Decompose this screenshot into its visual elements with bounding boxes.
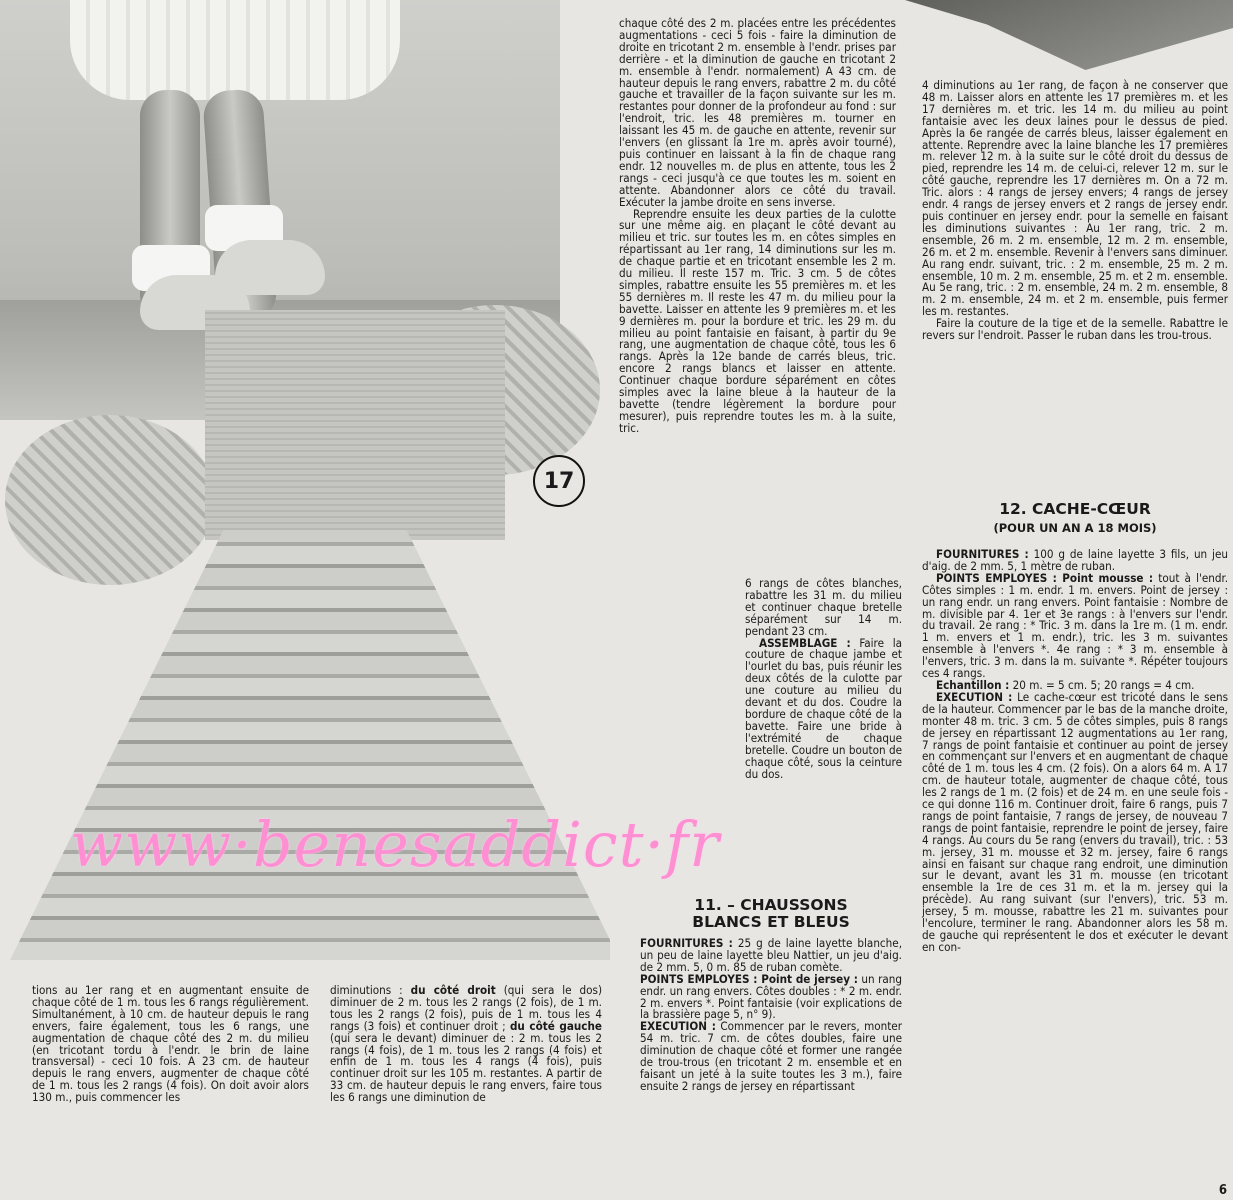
- text-column-bottom-middle: [330, 985, 602, 1104]
- assemblage-text: Faire la couture de chaque jambe et l'ourlet du bas, puis réunir les deux côtés de la culotte par une couture au milieu du devant et du dos. Coudre la bordure de chaque côté de la bavette. Faire une bride à l'extrémité de chaque bretelle. Coudre un bouton de chaque côté, sous la ceinture du dos.: [745, 635, 902, 781]
- fournitures-label: FOURNITURES :: [640, 936, 733, 950]
- section-11-title-line1: 11. – CHAUSSONS: [694, 896, 848, 914]
- text-column-middle-narrow: [745, 578, 902, 780]
- dress-bodice: [205, 310, 505, 540]
- fournitures-text: 100 g de laine layette 3 fils, un jeu d'aig. de 2 mm. 5, 1 mètre de ruban.: [922, 547, 1228, 573]
- watermark: www·benesaddict·fr: [70, 808, 720, 881]
- section-11-title-line2: BLANCS ET BLEUS: [692, 913, 850, 931]
- left-sleeve: [5, 415, 215, 585]
- paragraph: [745, 635, 902, 781]
- execution-label: EXECUTION :: [936, 689, 1013, 704]
- points-label: POINTS EMPLOYES : Point de jersey :: [640, 971, 858, 986]
- paragraph: [640, 1021, 902, 1092]
- fournitures-label: FOURNITURES :: [936, 547, 1029, 561]
- assemblage-label: ASSEMBLAGE :: [759, 635, 851, 650]
- section-12-body: [922, 549, 1228, 954]
- paragraph: Faire la couture de la tige et de la semelle. Rabattre le revers sur l'endroit. Passer le ruban dans les trou-trous.: [922, 316, 1228, 343]
- paragraph: [922, 689, 1229, 954]
- text-column-right: [922, 80, 1228, 342]
- photo-corner-fragment: [905, 0, 1233, 70]
- text-run: (qui sera le devant) diminuer de : 2 m. tous les 2 rangs (4 fois), de 1 m. tous les 2 rangs (4 fois) et enfin de 1 m. tous les 4 rangs (4 fois), puis continuer droit sur les 105 m. restantes. A partir de 33 cm. de hauteur depuis le rang envers, faire tous les 6 rangs une diminution de: [330, 1030, 602, 1105]
- paragraph: [330, 985, 602, 1104]
- points-text: un rang endr. un rang envers. Côtes doubles : * 2 m. endr. 2 m. envers *. Point fantaisie (voir explications de la brassière page 5, n° 9).: [640, 971, 902, 1022]
- echantillon-label: Echantillon :: [936, 677, 1010, 692]
- text-run-bold: du côté droit: [410, 983, 496, 997]
- text-run-bold: du côté gauche: [509, 1018, 602, 1033]
- execution-text: Le cache-cœur est tricoté dans le sens de la hauteur. Commencer par le bas de la manche droite, monter 48 m. tric. 3 cm. 5 de côtes simples, puis 8 rangs de jersey en répartissant 12 augmentations au 1er rang, 7 rangs de point fantaisie et continuer au point de jersey en commençant sur l'envers et en augmentant de chaque côté de 1 m. tous les 4 cm. (2 fois). On a alors 64 m. A 17 cm. de hauteur totale, augmenter de chaque côté, tous les 2 rangs de 1 m. (2 fois) et de 24 m. en une seule fois - ce qui donne 116 m. Continuer droit, faire 6 rangs, puis 7 rangs de point fantaisie, 7 rangs de jersey, de nouveau 7 rangs de point fantaisie, reprendre le point de jersey, faire 4 rangs. Au cours du 5e rang (envers du travail), tric. : 53 m. jersey, 31 m. mousse et 32 m. jersey, faire 6 rangs ainsi en faisant sur chaque rang endroit, une diminution sur le devant, avant les 31 m. mousse (en tricotant ensemble la 1re de ces 31 m. et la m. jersey qui la précède). Au rang suivant (sur l'envers), tric. 53 m. jersey, 5 m. mousse, rabattre les 21 m. suivantes pour l'encolure, terminer le rang. Abandonner alors les 58 m. de gauche qui représentent le dos et exécuter le devant en con-: [922, 689, 1229, 954]
- paragraph: chaque côté des 2 m. placées entre les précédentes augmentations - ceci 5 fois - faire la diminution de droite en tricotant 2 m. ensemble à l'endr. prises par derrière - et la diminution de gauche en tricotant 2 m. ensemble à l'endr. normalement) A 43 cm. de hauteur depuis le rang envers, rabattre 2 m. du côté gauche et travailler de la façon suivante sur les m. restantes pour donner de la profondeur au fond : sur l'endroit, tric. les 48 premières m. tourner en laissant les 45 m. de gauche en attente, revenir sur l'envers (en glissant la 1re m. après avoir tourné), puis continuer en laissant à la fin de chaque rang endr. 12 nouvelles m. de plus en attente, tous les 2 rangs - ceci jusqu'à ce que toutes les m. soient en attente. Abandonner alors ce côté du travail. Exécuter la jambe droite en sens inverse.: [619, 16, 896, 209]
- points-label: POINTS EMPLOYES : Point mousse :: [936, 570, 1154, 585]
- dress-skirt: [10, 530, 610, 960]
- points-text: tout à l'endr. Côtes simples : 1 m. endr. 1 m. envers. Point de jersey : un rang endr. un rang envers. Point fantaisie : Nombre de m. divisible par 4. 1er et 3e rangs : à l'envers sur l'endr. du travail. 2e rang : * Tric. 3 m. dans la 1re m. (1 m. endr. 1 m. envers et 1 m. endr.), tric. les 3 m. suivantes ensemble à l'envers *. 4e rang : * 3 m. ensemble à l'envers, tric. 3 m. dans la m. suivante *. Répéter toujours ces 4 rangs.: [922, 570, 1229, 681]
- page-number: 6: [1218, 1183, 1227, 1198]
- execution-text: Commencer par le revers, monter 54 m. tric. 7 cm. de côtes doubles, faire une diminution de chaque côté et former une rangée de trou-trous (en tricotant 2 m. ensemble et en faisant un jeté à la suite toutes les 3 m.), faire ensuite 2 rangs de jersey en répartissant: [640, 1019, 903, 1093]
- paragraph: [640, 938, 902, 974]
- paragraph: Reprendre ensuite les deux parties de la culotte sur une même aig. en plaçant le côté devant au milieu et tric. sur toutes les m. en côtes simples en répartissant au 1er rang, 14 diminutions sur les m. de chaque partie et en tricotant ensemble les 2 m. du milieu. Il reste 157 m. Tric. 3 cm. 5 de côtes simples, rabattre ensuite les 55 premières m. et les 55 dernières m. Il reste les 47 m. du milieu pour la bavette. Laisser en attente les 9 premières m. et les 9 dernières m. pour la bordure et tric. les 29 m. du milieu au point fantaisie en faisant, à partir du 9e rang, une augmentation de chaque côté, tous les 6 rangs. Après la 12e bande de carrés bleus, tric. encore 2 rangs blancs et laisser en attente. Continuer chaque bordure séparément en côtes simples avec la laine bleue à la hauteur de la bavette (tendre légèrement la bordure pour mesurer), puis reprendre toutes les m. à la suite, tric.: [619, 206, 896, 435]
- paragraph: tions au 1er rang et en augmentant ensuite de chaque côté de 1 m. tous les 6 rangs régulièrement. Simultanément, à 10 cm. de hauteur depuis le rang envers, faire également, tous les 6 rangs, une augmentation de chaque côté des 2 m. du milieu (en tricotant tordu à l'endr. le brin de laine transversal) - ceci 10 fois. A 23 cm. de hauteur depuis le rang envers, augmenter de chaque côté de 1 m. tous les 2 rangs (4 fois). On doit avoir alors 130 m., puis commencer les: [32, 983, 309, 1105]
- section-12-title: [922, 500, 1228, 535]
- paragraph: [922, 570, 1229, 681]
- section-11-body: [640, 938, 902, 1093]
- right-shoe: [215, 240, 325, 295]
- text-column-bottom-left: [32, 985, 309, 1104]
- echantillon-text: 20 m. = 5 cm. 5; 20 rangs = 4 cm.: [1012, 677, 1195, 692]
- photo-number-label: 17: [533, 455, 585, 507]
- execution-label: EXECUTION :: [640, 1019, 716, 1034]
- text-run: diminutions :: [330, 983, 403, 997]
- paragraph: 6 rangs de côtes blanches, rabattre les 31 m. du milieu et continuer chaque bretelle séparément sur 14 m. pendant 23 cm.: [745, 576, 902, 638]
- paragraph: [922, 549, 1228, 573]
- text-column-middle: [619, 18, 896, 435]
- fournitures-text: 25 g de laine layette blanche, un peu de laine layette bleu Nattier, un jeu d'aig. de 2 mm. 5, 0 m. 85 de ruban comète.: [640, 936, 903, 974]
- section-11-title: [640, 897, 902, 931]
- section-12-title-text: 12. CACHE-CŒUR: [999, 500, 1151, 518]
- text-run: (qui sera le dos) diminuer de 2 m. tous les 2 rangs (2 fois), de 1 m. tous les 2 rangs (2 fois), puis de 1 m. tous les 4 rangs (3 fois) et continuer droit ;: [330, 983, 603, 1033]
- section-12-subtitle: (POUR UN AN A 18 MOIS): [993, 521, 1157, 535]
- paragraph: [640, 971, 902, 1022]
- skirt-hem: [70, 0, 400, 100]
- paragraph: 4 diminutions au 1er rang, de façon à ne conserver que 48 m. Laisser alors en attente les 17 premières m. et les 17 dernières m. et tric. les 14 m. du milieu au point fantaisie avec les deux laines pour le dessus de pied. Après la 6e rangée de carrés bleus, laisser également en attente. Reprendre avec la laine blanche les 17 premières m. relever 12 m. à la suite sur le côté droit du dessus de pied, reprendre les 14 m. de celui-ci, relever 12 m. sur le côté gauche, reprendre les 17 dernières m. On a 72 m. Tric. alors : 4 rangs de jersey envers; 4 rangs de jersey endr. 4 rangs de jersey envers et 2 rangs de jersey endr. puis continuer en jersey endr. pour la semelle en faisant les diminutions suivantes : Au 1er rang, tric. 2 m. ensemble, 26 m. 2 m. ensemble, 12 m. 2 m. ensemble, 26 m. et 2 m. ensemble. Revenir à l'envers sans diminuer. Au rang endr. suivant, tric. : 2 m. ensemble, 25 m. 2 m. ensemble, 10 m. 2 m. ensemble, 25 m. et 2 m. ensemble. Au 5e rang, tric. : 2 m. ensemble, 24 m. 2 m. ensemble, 8 m. 2 m. ensemble, 24 m. et 2 m. ensemble, puis fermer les m. restantes.: [922, 78, 1228, 319]
